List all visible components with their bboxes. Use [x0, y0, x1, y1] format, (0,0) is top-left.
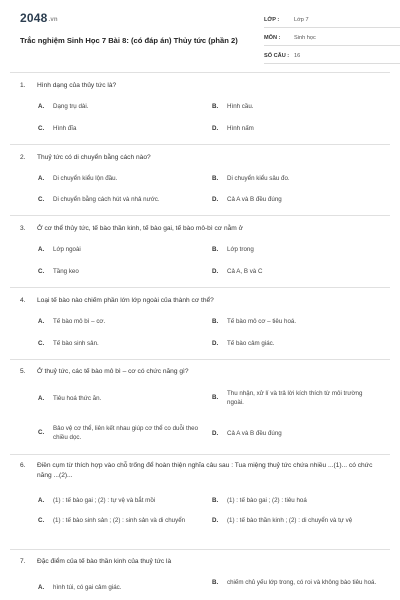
meta-info	[264, 13, 400, 67]
option-b[interactable]: B. (1) : tế bào gai ; (2) : tiêu hoá	[212, 497, 307, 504]
option-d[interactable]: D. (1) : tế bào thần kinh ; (2) : di chuyển và tự vệ	[212, 517, 353, 524]
option-b[interactable]: B. chiếm chủ yếu lớp trong, có roi và không bào tiêu hoá.	[212, 579, 377, 586]
divider	[10, 72, 390, 73]
divider	[10, 144, 390, 145]
option-a[interactable]: A. Lớp ngoài	[38, 246, 81, 253]
option-a[interactable]: A. Dạng trụ dài.	[38, 103, 89, 110]
question-text: 5. Ở thuỷ tức, các tế bào mô bì – cơ có chức năng gì?	[20, 368, 189, 375]
site-logo[interactable]: 2048.vn	[20, 11, 58, 25]
question-text: 3. Ở cơ thể thủy tức, tế bào thần kinh, tế bào gai, tế bào mô-bì cơ nằm ở	[20, 225, 243, 232]
option-b[interactable]: B. Lớp trong	[212, 246, 254, 253]
question-text: 4. Loại tế bào nào chiếm phần lớn lớp ngoài của thành cơ thể?	[20, 297, 214, 304]
option-a[interactable]: A. Di chuyển kiểu lộn đầu.	[38, 175, 118, 182]
option-a[interactable]: A. hình túi, có gai cảm giác.	[38, 584, 122, 591]
option-c[interactable]: C. (1) : tế bào sinh sản ; (2) : sinh sản và di chuyển	[38, 517, 186, 524]
meta-row-count: SỐ CÂU : 16	[264, 49, 400, 64]
option-d[interactable]: D. Cả A, B và C	[212, 268, 263, 275]
option-d[interactable]: D. Hình nấm	[212, 125, 254, 132]
divider	[10, 454, 390, 455]
option-d[interactable]: D. Cả A và B đều đúng	[212, 196, 282, 203]
option-a[interactable]: A. Tế bào mô bì – cơ.	[38, 318, 106, 325]
option-a[interactable]: A. Tiêu hoá thức ăn.	[38, 395, 102, 402]
question-text: 6. Điền cụm từ thích hợp vào chỗ trống để hoàn thiện nghĩa câu sau : Tua miệng thuỷ tức chứa nhiều ...(1)... có chức năng ...(2)...	[20, 462, 373, 479]
divider	[10, 287, 390, 288]
divider	[10, 359, 390, 360]
option-b[interactable]: B. Tế bào mô cơ – tiêu hoá.	[212, 318, 297, 325]
meta-row-subject: MÔN : Sinh học	[264, 31, 400, 46]
option-b[interactable]: B. Hình cầu.	[212, 103, 254, 110]
option-d[interactable]: D. Tế bào cảm giác.	[212, 340, 275, 347]
option-c[interactable]: C. Hình đĩa	[38, 125, 77, 132]
question-text: 2. Thuỷ tức có di chuyển bằng cách nào?	[20, 154, 151, 161]
header	[10, 0, 390, 66]
option-c[interactable]: C. Bảo vệ cơ thể, liên kết nhau giúp cơ thể co duỗi theo chiều dọc.	[38, 425, 199, 441]
option-c[interactable]: C. Tầng keo	[38, 268, 79, 275]
option-c[interactable]: C. Di chuyển bằng cách hút và nhả nước.	[38, 196, 160, 203]
question-text: 7. Đặc điểm của tế bào thần kinh của thuỷ tức là	[20, 558, 172, 565]
option-b[interactable]: B. Di chuyển kiểu sâu đo.	[212, 175, 290, 182]
divider	[10, 549, 390, 550]
option-b[interactable]: B. Thu nhận, xử lí và trả lời kích thích từ môi trường ngoài.	[212, 390, 363, 406]
option-a[interactable]: A. (1) : tế bào gai ; (2) : tự vệ và bắt mồi	[38, 497, 156, 504]
divider	[10, 215, 390, 216]
question-text: 1. Hình dạng của thủy tức là?	[20, 82, 117, 89]
option-c[interactable]: C. Tế bào sinh sản.	[38, 340, 99, 347]
meta-row-class: LỚP : Lớp 7	[264, 13, 400, 28]
option-d[interactable]: D. Cả A và B đều đúng	[212, 430, 282, 437]
page-title: Trắc nghiệm Sinh Học 7 Bài 8: (có đáp án) Thủy tức (phần 2)	[20, 36, 238, 45]
